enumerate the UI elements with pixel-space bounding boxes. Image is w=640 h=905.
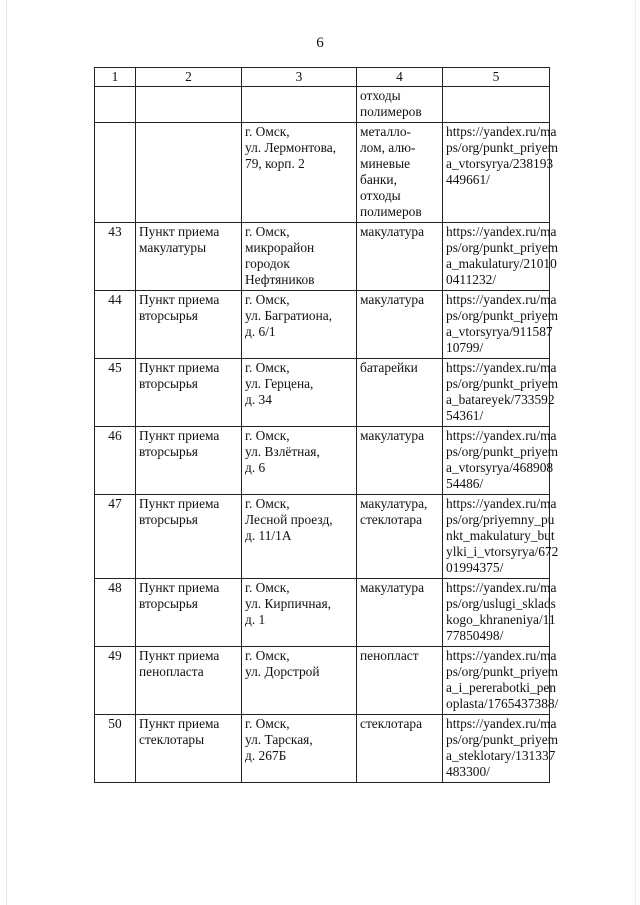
link-cell[interactable]: [443, 647, 559, 715]
address-cell: [242, 291, 357, 359]
link-text-line: kogo_khraneniya/11: [446, 612, 556, 627]
cell-text-line: городок: [245, 256, 290, 271]
cell-text-line: банки,: [360, 172, 397, 187]
link-cell: [443, 87, 550, 123]
link-text-line: nkt_makulatury_but: [446, 528, 555, 543]
cell-text-line: Пункт приема: [139, 716, 220, 731]
cell-text-line: микрорайон: [245, 240, 315, 255]
link-text-line: ps/org/punkt_priyem: [446, 732, 559, 747]
point-name-cell: [136, 579, 242, 647]
cell-text-line: ул. Герцена,: [245, 376, 314, 391]
table-row: [95, 495, 550, 579]
address-cell: [242, 87, 357, 123]
point-name-cell: [136, 495, 242, 579]
waste-types-cell: [357, 715, 443, 783]
point-name-cell: [136, 223, 242, 291]
link-text-line: ps/org/punkt_priyem: [446, 308, 559, 323]
scan-edge-left: [6, 0, 7, 905]
point-name-cell: [136, 123, 242, 223]
point-name-cell: [136, 647, 242, 715]
link-text-line: ps/org/punkt_priyem: [446, 376, 559, 391]
cell-text-line: полимеров: [360, 104, 422, 119]
cell-text-line: макулатура: [360, 224, 425, 239]
cell-text-line: вторсырья: [139, 308, 198, 323]
link-text-line: ylki_i_vtorsyrya/672: [446, 544, 559, 559]
link-text-line: ps/org/punkt_priyem: [446, 240, 559, 255]
cell-text-line: макулатура,: [360, 496, 428, 511]
table-row: [95, 291, 550, 359]
cell-text-line: стеклотара: [360, 716, 423, 731]
cell-text-line: ул. Дорстрой: [245, 664, 320, 679]
address-cell: [242, 359, 357, 427]
link-text-line: 01994375/: [446, 560, 504, 575]
cell-text-line: батарейки: [360, 360, 418, 375]
cell-text-line: полимеров: [360, 204, 422, 219]
cell-text-line: отходы: [360, 188, 401, 203]
waste-types-cell: [357, 579, 443, 647]
link-text-line: https://yandex.ru/ma: [446, 360, 557, 375]
link-text-line: ps/org/priyemny_pu: [446, 512, 555, 527]
address-cell: [242, 715, 357, 783]
link-text-line: a_vtorsyrya/911587: [446, 324, 553, 339]
cell-text-line: вторсырья: [139, 444, 198, 459]
cell-text-line: г. Омск,: [245, 496, 290, 511]
link-cell[interactable]: [443, 715, 559, 783]
table-row: [95, 647, 550, 715]
table-row: [95, 715, 550, 783]
point-name-cell: [136, 291, 242, 359]
address-cell: [242, 579, 357, 647]
row-number-cell: 50: [95, 715, 136, 783]
cell-text-line: г. Омск,: [245, 648, 290, 663]
cell-text-line: вторсырья: [139, 512, 198, 527]
table-row: [95, 223, 550, 291]
cell-text-line: стеклотара: [360, 512, 423, 527]
cell-text-line: ул. Кирпичная,: [245, 596, 331, 611]
row-number-cell: 45: [95, 359, 136, 427]
cell-text-line: макулатура: [360, 428, 425, 443]
waste-types-cell: [357, 87, 443, 123]
cell-text-line: ул. Взлётная,: [245, 444, 320, 459]
cell-text-line: макулатура: [360, 580, 425, 595]
table-body: [95, 68, 559, 783]
waste-types-cell: [357, 495, 443, 579]
cell-text-line: Пункт приема: [139, 648, 220, 663]
link-text-line: a_makulatury/21010: [446, 256, 557, 271]
cell-text-line: макулатура: [360, 292, 425, 307]
cell-text-line: ул. Багратиона,: [245, 308, 333, 323]
cell-text-line: 79, корп. 2: [245, 156, 305, 171]
cell-text-line: д. 1: [245, 612, 266, 627]
table-row: [95, 579, 550, 647]
row-number-cell: 43: [95, 223, 136, 291]
link-text-line: https://yandex.ru/ma: [446, 428, 557, 443]
scan-edge-right: [635, 0, 636, 905]
row-number-cell: [95, 87, 136, 123]
cell-text-line: Пункт приема: [139, 428, 220, 443]
cell-text-line: г. Омск,: [245, 580, 290, 595]
row-number-cell: 46: [95, 427, 136, 495]
waste-types-cell: [357, 647, 443, 715]
table-row: [95, 87, 550, 123]
cell-text-line: д. 6: [245, 460, 266, 475]
link-text-line: https://yandex.ru/ma: [446, 124, 557, 139]
link-text-line: ps/org/punkt_priyem: [446, 664, 559, 679]
point-name-cell: [136, 87, 242, 123]
link-text-line: ps/org/punkt_priyem: [446, 444, 559, 459]
waste-types-cell: [357, 427, 443, 495]
cell-text-line: д. 267Б: [245, 748, 287, 763]
header-cell-3: 3: [242, 68, 357, 87]
link-text-line: 0411232/: [446, 272, 497, 287]
address-cell: [242, 223, 357, 291]
link-text-line: 54486/: [446, 476, 484, 491]
cell-text-line: Пункт приема: [139, 580, 220, 595]
table-header-row: [95, 68, 550, 87]
cell-text-line: г. Омск,: [245, 360, 290, 375]
table-row: [95, 359, 550, 427]
recycling-points-table: [94, 67, 559, 783]
row-number-cell: 49: [95, 647, 136, 715]
link-text-line: a_i_pererabotki_pen: [446, 680, 557, 695]
point-name-cell: [136, 359, 242, 427]
cell-text-line: Пункт приема: [139, 496, 220, 511]
cell-text-line: г. Омск,: [245, 124, 290, 139]
cell-text-line: вторсырья: [139, 596, 198, 611]
link-text-line: ps/org/uslugi_sklads: [446, 596, 556, 611]
cell-text-line: Пункт приема: [139, 224, 220, 239]
cell-text-line: д. 34: [245, 392, 272, 407]
link-text-line: 449661/: [446, 172, 490, 187]
header-cell-4: 4: [357, 68, 443, 87]
cell-text-line: металло-: [360, 124, 412, 139]
link-cell[interactable]: [443, 359, 559, 427]
cell-text-line: Нефтяников: [245, 272, 315, 287]
link-text-line: https://yandex.ru/ma: [446, 292, 557, 307]
cell-text-line: вторсырья: [139, 376, 198, 391]
waste-types-cell: [357, 291, 443, 359]
link-text-line: a_vtorsyrya/468908: [446, 460, 554, 475]
link-cell[interactable]: [443, 579, 557, 647]
link-text-line: a_batareyek/733592: [446, 392, 555, 407]
address-cell: [242, 123, 357, 223]
link-text-line: https://yandex.ru/ma: [446, 716, 557, 731]
table-row: [95, 427, 550, 495]
cell-text-line: макулатуры: [139, 240, 207, 255]
cell-text-line: отходы: [360, 88, 401, 103]
cell-text-line: стеклотары: [139, 732, 205, 747]
cell-text-line: пенопласта: [139, 664, 204, 679]
row-number-cell: [95, 123, 136, 223]
waste-types-cell: [357, 123, 443, 223]
page-number: 6: [316, 35, 324, 51]
link-cell[interactable]: [443, 495, 559, 579]
cell-text-line: миневые: [360, 156, 411, 171]
cell-text-line: ул. Лермонтова,: [245, 140, 337, 155]
address-cell: [242, 647, 357, 715]
cell-text-line: Лесной проезд,: [245, 512, 333, 527]
point-name-cell: [136, 715, 242, 783]
cell-text-line: г. Омск,: [245, 716, 290, 731]
row-number-cell: 44: [95, 291, 136, 359]
link-text-line: a_vtorsyrya/238193: [446, 156, 554, 171]
table-row: [95, 123, 550, 223]
link-cell[interactable]: [443, 427, 559, 495]
link-cell[interactable]: [443, 291, 559, 359]
link-cell[interactable]: [443, 123, 559, 223]
cell-text-line: Пункт приема: [139, 360, 220, 375]
link-text-line: oplasta/1765437388/: [446, 696, 559, 711]
header-cell-5: 5: [443, 68, 550, 87]
cell-text-line: лом, алю-: [360, 140, 416, 155]
cell-text-line: г. Омск,: [245, 224, 290, 239]
link-text-line: 10799/: [446, 340, 484, 355]
link-text-line: https://yandex.ru/ma: [446, 224, 557, 239]
link-text-line: 77850498/: [446, 628, 504, 643]
cell-text-line: г. Омск,: [245, 428, 290, 443]
link-text-line: https://yandex.ru/ma: [446, 648, 557, 663]
cell-text-line: д. 11/1А: [245, 528, 292, 543]
header-cell-2: 2: [136, 68, 242, 87]
cell-text-line: г. Омск,: [245, 292, 290, 307]
row-number-cell: 48: [95, 579, 136, 647]
link-cell[interactable]: [443, 223, 559, 291]
cell-text-line: д. 6/1: [245, 324, 276, 339]
row-number-cell: 47: [95, 495, 136, 579]
link-text-line: ps/org/punkt_priyem: [446, 140, 559, 155]
link-text-line: 54361/: [446, 408, 484, 423]
address-cell: [242, 495, 357, 579]
link-text-line: https://yandex.ru/ma: [446, 496, 557, 511]
address-cell: [242, 427, 357, 495]
waste-types-cell: [357, 359, 443, 427]
cell-text-line: ул. Тарская,: [245, 732, 313, 747]
link-text-line: https://yandex.ru/ma: [446, 580, 557, 595]
link-text-line: a_steklotary/131337: [446, 748, 556, 763]
waste-types-cell: [357, 223, 443, 291]
link-text-line: 483300/: [446, 764, 490, 779]
cell-text-line: Пункт приема: [139, 292, 220, 307]
cell-text-line: пенопласт: [360, 648, 419, 663]
point-name-cell: [136, 427, 242, 495]
header-cell-1: 1: [95, 68, 136, 87]
